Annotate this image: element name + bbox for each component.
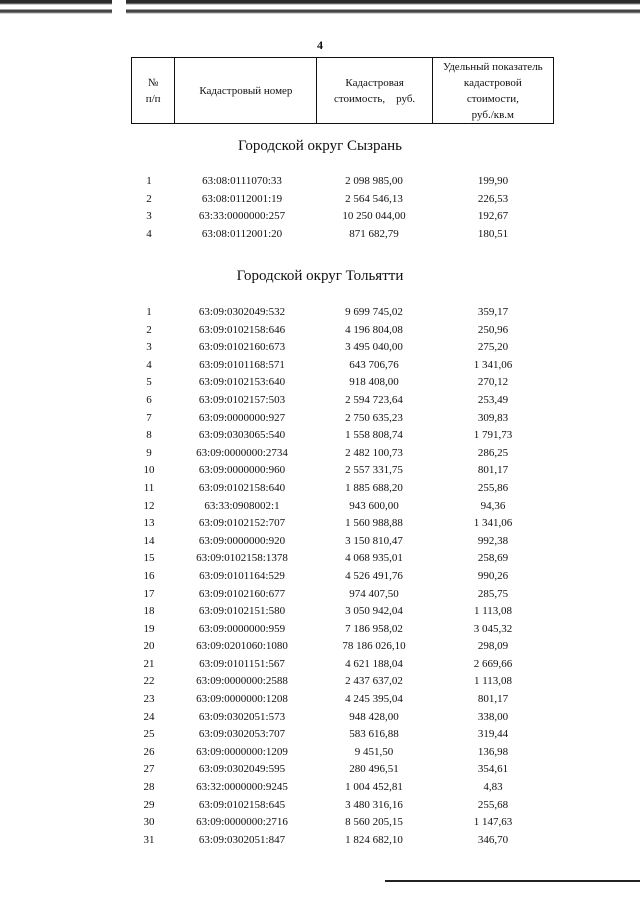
cadastral-number: 63:09:0302051:847 bbox=[198, 833, 286, 846]
row-number: 15 bbox=[143, 552, 155, 565]
cadastral-number: 63:09:0102158:645 bbox=[198, 798, 286, 811]
specific-value: 309,83 bbox=[477, 411, 509, 424]
table-row bbox=[130, 709, 556, 727]
cadastral-number: 63:08:0111070:33 bbox=[202, 175, 282, 187]
specific-value: 94,36 bbox=[480, 499, 506, 512]
table-row bbox=[130, 374, 556, 392]
cadastral-cost: 3 050 942,04 bbox=[345, 605, 403, 618]
cadastral-number: 63:09:0102152:707 bbox=[198, 517, 286, 530]
table-row bbox=[130, 726, 556, 744]
cadastral-number: 63:09:0302049:532 bbox=[198, 306, 286, 318]
table-row bbox=[130, 779, 556, 797]
table-row bbox=[130, 656, 556, 674]
specific-value: 136,98 bbox=[477, 745, 509, 758]
specific-value: 1 147,63 bbox=[473, 816, 513, 829]
specific-value: 255,86 bbox=[477, 481, 509, 494]
cadastral-number: 63:09:0102160:677 bbox=[198, 587, 286, 600]
section-rows-syzran bbox=[130, 173, 556, 243]
cadastral-cost: 974 407,50 bbox=[349, 587, 399, 600]
cadastral-cost: 2 098 985,00 bbox=[345, 175, 403, 187]
table-row bbox=[130, 191, 556, 209]
row-number: 14 bbox=[143, 534, 155, 547]
table-row bbox=[130, 173, 556, 191]
row-number: 17 bbox=[143, 587, 155, 600]
cadastral-cost: 918 408,00 bbox=[349, 376, 399, 389]
row-number: 23 bbox=[143, 693, 155, 706]
cadastral-number: 63:09:0000000:1208 bbox=[196, 693, 288, 706]
page-number: 4 bbox=[317, 38, 323, 52]
specific-value: 2 669,66 bbox=[473, 657, 513, 670]
specific-value: 1 341,06 bbox=[473, 517, 513, 530]
specific-value: 1 113,08 bbox=[473, 675, 513, 688]
cadastral-number: 63:09:0303065:540 bbox=[198, 429, 286, 442]
specific-value: 270,12 bbox=[477, 376, 509, 389]
table-row bbox=[130, 480, 556, 498]
specific-value: 286,25 bbox=[477, 446, 509, 459]
row-number: 10 bbox=[143, 464, 155, 477]
row-number: 2 bbox=[146, 192, 152, 205]
table-row bbox=[130, 603, 556, 621]
cadastral-number: 63:09:0102160:673 bbox=[198, 341, 286, 354]
row-number: 11 bbox=[143, 481, 155, 494]
specific-value: 1 113,08 bbox=[473, 605, 513, 618]
row-number: 4 bbox=[146, 358, 152, 371]
specific-value: 298,09 bbox=[477, 640, 509, 653]
cadastral-cost: 78 186 026,10 bbox=[342, 640, 406, 653]
table-row bbox=[130, 832, 556, 850]
cadastral-cost: 871 682,79 bbox=[349, 227, 399, 240]
specific-value: 250,96 bbox=[477, 323, 509, 336]
header-specific-value: Удельный показатель кадастровой стоимости, руб./кв.м bbox=[432, 58, 553, 124]
cadastral-cost: 1 824 682,10 bbox=[345, 833, 403, 846]
cadastral-number: 63:09:0101151:567 bbox=[199, 657, 285, 670]
specific-value: 4,83 bbox=[483, 781, 503, 794]
table-row bbox=[130, 797, 556, 815]
row-number: 25 bbox=[143, 728, 155, 741]
table-row bbox=[130, 586, 556, 604]
specific-value: 319,44 bbox=[477, 728, 509, 741]
cadastral-number: 63:32:0000000:9245 bbox=[196, 781, 288, 794]
row-number: 3 bbox=[146, 210, 152, 223]
table-row bbox=[130, 304, 556, 322]
table-row bbox=[130, 339, 556, 357]
cadastral-number: 63:09:0102158:640 bbox=[198, 481, 286, 494]
table-row bbox=[130, 533, 556, 551]
row-number: 8 bbox=[146, 429, 152, 442]
cadastral-number: 63:33:0908002:1 bbox=[204, 499, 280, 512]
cadastral-cost: 2 750 635,23 bbox=[345, 411, 403, 424]
specific-value: 255,68 bbox=[477, 798, 509, 811]
cadastral-cost: 3 480 316,16 bbox=[345, 798, 403, 811]
table-row bbox=[130, 515, 556, 533]
row-number: 29 bbox=[143, 798, 155, 811]
table-row bbox=[130, 691, 556, 709]
row-number: 16 bbox=[143, 569, 155, 582]
row-number: 1 bbox=[146, 175, 152, 187]
cadastral-cost: 2 564 546,13 bbox=[345, 192, 403, 205]
cadastral-cost: 9 451,50 bbox=[354, 745, 394, 758]
specific-value: 1 791,73 bbox=[473, 429, 513, 442]
cadastral-cost: 2 557 331,75 bbox=[345, 464, 403, 477]
cadastral-cost: 3 495 040,00 bbox=[345, 341, 403, 354]
specific-value: 275,20 bbox=[477, 341, 509, 354]
specific-value: 354,61 bbox=[477, 763, 509, 776]
table-header bbox=[131, 57, 554, 124]
specific-value: 3 045,32 bbox=[473, 622, 513, 635]
row-number: 28 bbox=[143, 781, 155, 794]
cadastral-number: 63:09:0000000:1209 bbox=[196, 745, 288, 758]
specific-value: 192,67 bbox=[477, 210, 509, 223]
cadastral-cost: 1 560 988,88 bbox=[345, 517, 403, 530]
cadastral-cost: 2 482 100,73 bbox=[345, 446, 403, 459]
cadastral-cost: 4 068 935,01 bbox=[345, 552, 403, 565]
table-row bbox=[130, 322, 556, 340]
cadastral-number: 63:09:0000000:2716 bbox=[196, 816, 288, 829]
cadastral-number: 63:09:0101164:529 bbox=[199, 569, 285, 582]
table-row bbox=[130, 445, 556, 463]
row-number: 9 bbox=[146, 446, 152, 459]
header-number: № п/п bbox=[132, 58, 175, 124]
table-row bbox=[130, 208, 556, 226]
table-row bbox=[130, 392, 556, 410]
table-row bbox=[130, 673, 556, 691]
cadastral-cost: 1 885 688,20 bbox=[345, 481, 403, 494]
cadastral-number: 63:09:0302049:595 bbox=[198, 763, 286, 776]
cadastral-number: 63:08:0112001:20 bbox=[201, 227, 283, 240]
cadastral-cost: 948 428,00 bbox=[349, 710, 399, 723]
cadastral-number: 63:09:0102158:1378 bbox=[196, 552, 288, 565]
specific-value: 801,17 bbox=[477, 464, 509, 477]
row-number: 5 bbox=[146, 376, 152, 389]
cadastral-number: 63:09:0000000:927 bbox=[198, 411, 286, 424]
cadastral-number: 63:09:0302051:573 bbox=[198, 710, 286, 723]
cadastral-number: 63:08:0112001:19 bbox=[201, 192, 283, 205]
cadastral-cost: 2 437 637,02 bbox=[345, 675, 403, 688]
cadastral-number: 63:09:0000000:2588 bbox=[196, 675, 288, 688]
specific-value: 258,69 bbox=[477, 552, 509, 565]
cadastral-cost: 4 621 188,04 bbox=[345, 657, 403, 670]
cadastral-number: 63:09:0102153:640 bbox=[198, 376, 286, 389]
table-row bbox=[130, 427, 556, 445]
specific-value: 359,17 bbox=[477, 306, 509, 318]
row-number: 4 bbox=[146, 227, 152, 240]
row-number: 24 bbox=[143, 710, 155, 723]
cadastral-number: 63:09:0102158:646 bbox=[198, 323, 286, 336]
table-row bbox=[130, 621, 556, 639]
table-row bbox=[130, 550, 556, 568]
cadastral-cost: 8 560 205,15 bbox=[345, 816, 403, 829]
specific-value: 253,49 bbox=[477, 393, 509, 406]
section-title-syzran: Городской округ Сызрань bbox=[237, 138, 403, 154]
cadastral-number: 63:33:0000000:257 bbox=[198, 210, 286, 223]
table-row bbox=[130, 498, 556, 516]
specific-value: 1 341,06 bbox=[473, 358, 513, 371]
header-cadastral-number: Кадастровый номер bbox=[175, 58, 317, 124]
cadastral-number: 63:09:0000000:959 bbox=[198, 622, 286, 635]
cadastral-number: 63:09:0201060:1080 bbox=[196, 640, 288, 653]
cadastral-cost: 4 196 804,08 bbox=[345, 323, 403, 336]
row-number: 6 bbox=[146, 393, 152, 406]
table-row bbox=[130, 638, 556, 656]
row-number: 19 bbox=[143, 622, 155, 635]
table-row bbox=[130, 568, 556, 586]
cadastral-number: 63:09:0000000:2734 bbox=[196, 446, 288, 459]
row-number: 18 bbox=[143, 605, 155, 618]
cadastral-cost: 4 526 491,76 bbox=[345, 569, 403, 582]
row-number: 27 bbox=[143, 763, 155, 776]
row-number: 1 bbox=[146, 306, 152, 318]
specific-value: 338,00 bbox=[477, 710, 509, 723]
cadastral-cost: 2 594 723,64 bbox=[345, 393, 403, 406]
specific-value: 285,75 bbox=[477, 587, 509, 600]
table-row bbox=[130, 761, 556, 779]
cadastral-cost: 583 616,88 bbox=[349, 728, 399, 741]
cadastral-cost: 10 250 044,00 bbox=[342, 210, 406, 223]
specific-value: 801,17 bbox=[477, 693, 509, 706]
row-number: 20 bbox=[143, 640, 155, 653]
row-number: 26 bbox=[143, 745, 155, 758]
row-number: 7 bbox=[146, 411, 152, 424]
cadastral-cost: 943 600,00 bbox=[349, 499, 399, 512]
cadastral-number: 63:09:0102151:580 bbox=[198, 605, 286, 618]
cadastral-number: 63:09:0101168:571 bbox=[199, 358, 285, 371]
row-number: 31 bbox=[143, 833, 155, 846]
table-row bbox=[130, 462, 556, 480]
specific-value: 199,90 bbox=[477, 175, 509, 187]
cadastral-number: 63:09:0000000:920 bbox=[198, 534, 286, 547]
cadastral-cost: 1 004 452,81 bbox=[345, 781, 403, 794]
table-row bbox=[130, 814, 556, 832]
cadastral-cost: 3 150 810,47 bbox=[345, 534, 403, 547]
cadastral-cost: 280 496,51 bbox=[349, 763, 399, 776]
row-number: 2 bbox=[146, 323, 152, 336]
section-rows-tolyatti bbox=[130, 304, 556, 849]
cadastral-number: 63:09:0102157:503 bbox=[198, 393, 286, 406]
cadastral-cost: 4 245 395,04 bbox=[345, 693, 403, 706]
cadastral-cost: 643 706,76 bbox=[349, 358, 399, 371]
scan-border-top bbox=[0, 0, 640, 18]
row-number: 21 bbox=[143, 657, 155, 670]
table-row bbox=[130, 357, 556, 375]
cadastral-cost: 9 699 745,02 bbox=[345, 306, 403, 318]
specific-value: 226,53 bbox=[477, 192, 509, 205]
scan-border-bottom bbox=[385, 880, 640, 882]
specific-value: 990,26 bbox=[477, 569, 509, 582]
specific-value: 180,51 bbox=[477, 227, 509, 240]
cadastral-cost: 1 558 808,74 bbox=[345, 429, 403, 442]
row-number: 3 bbox=[146, 341, 152, 354]
cadastral-cost: 7 186 958,02 bbox=[345, 622, 403, 635]
row-number: 30 bbox=[143, 816, 155, 829]
row-number: 13 bbox=[143, 517, 155, 530]
specific-value: 346,70 bbox=[477, 833, 509, 846]
table-row bbox=[130, 410, 556, 428]
header-cadastral-cost: Кадастровая стоимость, руб. bbox=[317, 58, 432, 124]
cadastral-number: 63:09:0302053:707 bbox=[198, 728, 286, 741]
section-title-tolyatti: Городской округ Тольятти bbox=[236, 268, 404, 284]
specific-value: 992,38 bbox=[477, 534, 509, 547]
table-row bbox=[130, 744, 556, 762]
row-number: 12 bbox=[143, 499, 155, 512]
table-row bbox=[130, 226, 556, 244]
cadastral-number: 63:09:0000000:960 bbox=[198, 464, 286, 477]
row-number: 22 bbox=[143, 675, 155, 688]
